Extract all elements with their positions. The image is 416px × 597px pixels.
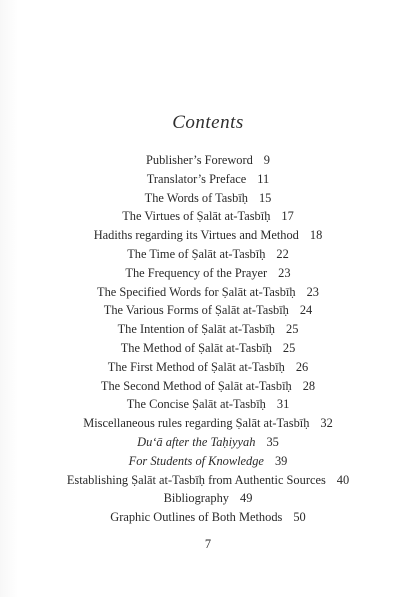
toc-entry-page: 17: [281, 209, 294, 224]
toc-entry-title: Miscellaneous rules regarding Ṣalāt at-Tasbīḥ: [83, 416, 310, 431]
toc-entry-title: Publisher’s Foreword: [145, 153, 253, 167]
toc-entry[interactable]: [0, 170, 416, 189]
toc-entry-page: 23: [278, 265, 291, 280]
toc-entry-title: The Frequency of the Prayer: [125, 265, 268, 280]
toc-entry[interactable]: [0, 245, 416, 264]
toc-entry-title: The Various Forms of Ṣalāt at-Tasbīḥ: [103, 303, 289, 318]
toc-entry-title: The Specified Words for Ṣalāt at-Tasbīḥ: [97, 284, 296, 299]
toc-entry-page: 32: [320, 416, 333, 431]
toc-entry[interactable]: [0, 471, 416, 490]
toc-entry[interactable]: [0, 395, 416, 414]
toc-entry-title: The Concise Ṣalāt at-Tasbīḥ: [126, 397, 266, 412]
toc-entry-page: 11: [257, 171, 270, 186]
toc-entry-title: The Second Method of Ṣalāt at-Tasbīḥ: [100, 378, 292, 393]
table-of-contents: [0, 151, 416, 527]
contents-heading: Contents: [172, 112, 244, 133]
toc-entry[interactable]: [0, 207, 416, 226]
toc-entry-title: For Students of Knowledge: [128, 453, 264, 468]
page-number: 7: [204, 537, 212, 551]
toc-entry-page: 18: [309, 228, 323, 243]
toc-entry[interactable]: [0, 320, 416, 339]
toc-entry-page: 25: [286, 322, 299, 337]
toc-entry-title: Du‘ā after the Taḥiyyah: [137, 434, 256, 449]
toc-entry-page: 23: [306, 284, 319, 299]
toc-entry[interactable]: [0, 358, 416, 377]
toc-entry-title: The Words of Tasbīḥ: [144, 190, 248, 205]
toc-entry-page: 22: [276, 246, 289, 261]
toc-entry[interactable]: [0, 151, 416, 170]
toc-entry-title: Graphic Outlines of Both Methods: [110, 510, 283, 525]
toc-entry-page: 39: [274, 453, 288, 468]
toc-entry-title: The Time of Ṣalāt at-Tasbīḥ: [127, 246, 266, 261]
toc-entry-title: Establishing Ṣalāt at-Tasbīḥ from Authentic Sources: [66, 472, 326, 487]
toc-entry-page: 15: [258, 190, 272, 205]
toc-entry-title: The Method of Ṣalāt at-Tasbīḥ: [120, 340, 272, 355]
toc-entry-title: The Intention of Ṣalāt at-Tasbīḥ: [117, 322, 276, 337]
toc-entry-title: Bibliography: [163, 491, 229, 506]
toc-entry-page: 9: [263, 153, 270, 167]
toc-entry-title: Translator’s Preface: [146, 171, 247, 186]
toc-entry[interactable]: [0, 283, 416, 302]
toc-entry[interactable]: [0, 452, 416, 471]
toc-entry-page: 49: [240, 491, 253, 506]
toc-entry-title: The Virtues of Ṣalāt at-Tasbīḥ: [122, 209, 271, 224]
toc-entry-page: 25: [282, 340, 296, 355]
toc-entry[interactable]: [0, 301, 416, 320]
toc-entry-page: 24: [299, 303, 313, 318]
toc-entry-page: 35: [266, 434, 279, 449]
toc-entry[interactable]: [0, 414, 416, 433]
toc-entry-page: 26: [295, 359, 309, 374]
toc-entry-page: 28: [302, 378, 316, 393]
toc-entry-title: Hadiths regarding its Virtues and Method: [93, 228, 299, 243]
toc-entry-page: 31: [276, 397, 290, 412]
toc-entry[interactable]: [0, 226, 416, 245]
toc-entry-title: The First Method of Ṣalāt at-Tasbīḥ: [107, 359, 285, 374]
toc-entry-page: 40: [336, 472, 350, 487]
toc-entry[interactable]: [0, 489, 416, 508]
toc-entry[interactable]: [0, 433, 416, 452]
toc-entry[interactable]: [0, 189, 416, 208]
toc-entry-page: 50: [293, 510, 306, 525]
toc-entry[interactable]: [0, 339, 416, 358]
toc-entry[interactable]: [0, 508, 416, 527]
toc-entry[interactable]: [0, 264, 416, 283]
toc-entry[interactable]: [0, 377, 416, 396]
